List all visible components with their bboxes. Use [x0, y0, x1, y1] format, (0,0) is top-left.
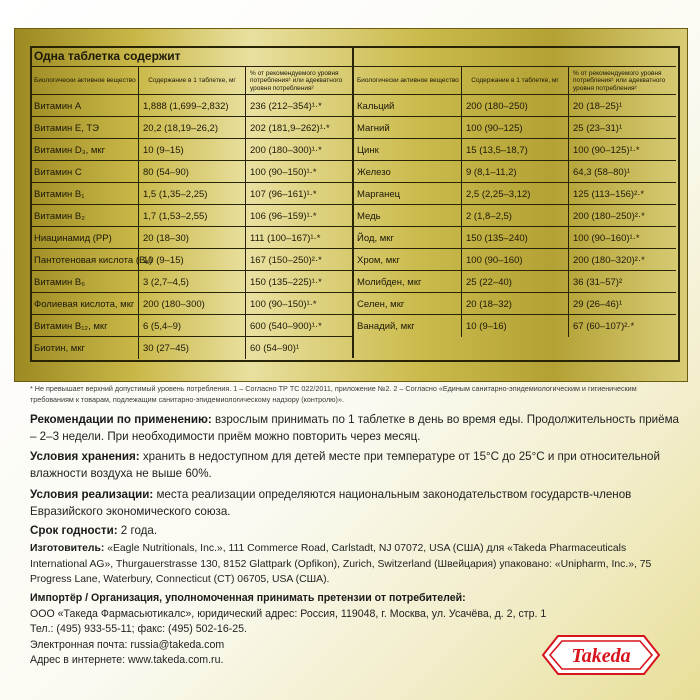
- maker-text: «Eagle Nutritionals, Inc.», 111 Commerce Road, Carlstadt, NJ 07072, USA (США) для «Takeda Pharmaceuticals International AG», Thurgauerstrasse 130, 8152 Glattpark (Opfikon), Zurich, Switzerland (Швейцария) упаковано: «Unipharm, Inc.», 75 Progress Lane, Waterbury, Connecticut (CT) 06705, USA (США).: [30, 543, 652, 585]
- substance-cell: Молибден, мкг: [357, 276, 422, 288]
- substance-cell: Витамин C: [34, 166, 82, 178]
- percent-cell: 125 (113–156)²·*: [568, 183, 676, 205]
- table-header-row: [30, 66, 353, 95]
- manufacturer-paragraph: [30, 541, 680, 588]
- percent-cell: 111 (100–167)¹·*: [245, 227, 353, 249]
- percent-cell: 600 (540–900)¹·*: [245, 315, 353, 337]
- percent-cell: 64,3 (58–80)¹: [568, 161, 676, 183]
- sale-paragraph: [30, 487, 680, 520]
- substance-cell: Биотин, мкг: [34, 342, 85, 354]
- substance-cell: Магний: [357, 122, 390, 134]
- table-left-column: [30, 66, 353, 358]
- substance-cell: Витамин E, TЭ: [34, 122, 99, 134]
- importer-line-address: ООО «Такеда Фармасьютикалс», юридический адрес: Россия, 119048, г. Москва, ул. Усачёва, д. 2, стр. 1: [30, 607, 547, 620]
- table-row: [353, 116, 676, 139]
- table-row: [353, 94, 676, 117]
- content-cell: 10 (9–15): [138, 249, 245, 271]
- table-row: [353, 248, 676, 271]
- shelf-text: 2 года.: [117, 524, 158, 537]
- table-row: [30, 138, 353, 161]
- substance-cell: Железо: [357, 166, 391, 178]
- table-row: [30, 204, 353, 227]
- content-cell: 15 (13,5–18,7): [461, 139, 568, 161]
- content-cell: 100 (90–125): [461, 117, 568, 139]
- percent-cell: 100 (90–160)¹·*: [568, 227, 676, 249]
- percent-cell: 202 (181,9–262)¹·*: [245, 117, 353, 139]
- content-cell: 10 (9–15): [138, 139, 245, 161]
- shelf-life-paragraph: [30, 523, 680, 540]
- content-cell: 1,5 (1,35–2,25): [138, 183, 245, 205]
- content-cell: 30 (27–45): [138, 337, 245, 359]
- substance-cell: Витамин B₆: [34, 276, 86, 288]
- substance-cell: Витамин D₃, мкг: [34, 144, 106, 156]
- table-row: [353, 292, 676, 315]
- content-cell: 80 (54–90): [138, 161, 245, 183]
- content-cell: 20 (18–30): [138, 227, 245, 249]
- substance-cell: Витамин B₁₂, мкг: [34, 320, 108, 332]
- usage-text: взрослым принимать по 1 таблетке в день во время еды. Продолжительность приёма – 2–3 недели. При необходимости приём можно повторить через месяц.: [30, 413, 680, 443]
- content-cell: 20,2 (18,19–26,2): [138, 117, 245, 139]
- header-percent: % от рекомендуемого уровня потребления¹ или адекватного уровня потребления²: [568, 67, 676, 95]
- table-row: [30, 270, 353, 293]
- footnote: * Не превышает верхний допустимый уровень потребления. 1 – Согласно ТР ТС 022/2011, приложение №2. 2 – Согласно «Единым санитарно-эпидемиологическим и гигиеническим требованиям к товарам, подлежащим санитарно-эпидемиологическому надзору (контролю)».: [30, 384, 637, 404]
- table-row: [353, 204, 676, 227]
- content-cell: 200 (180–250): [461, 95, 568, 117]
- table-row: [30, 248, 353, 271]
- substance-cell: Витамин A: [34, 100, 82, 112]
- table-row: [30, 94, 353, 117]
- table-row: [353, 182, 676, 205]
- percent-cell: 200 (180–320)²·*: [568, 249, 676, 271]
- content-cell: 9 (8,1–11,2): [461, 161, 568, 183]
- substance-cell: Цинк: [357, 144, 379, 156]
- storage-text: хранить в недоступном для детей месте при температуре от 15°С до 25°С и при относительной влажности воздуха не выше 60%.: [30, 450, 660, 480]
- content-cell: 1,7 (1,53–2,55): [138, 205, 245, 227]
- svg-text:Takeda: Takeda: [571, 645, 631, 667]
- percent-cell: 67 (60–107)²·*: [568, 315, 676, 337]
- table-row: [353, 226, 676, 249]
- substance-cell: Ниацинамид (PP): [34, 232, 112, 244]
- substance-cell: Марганец: [357, 188, 401, 200]
- substance-cell: Селен, мкг: [357, 298, 405, 310]
- header-content: Содержание в 1 таблетке, мг: [461, 67, 568, 95]
- importer-line-website: Адрес в интернете: www.takeda.com.ru.: [30, 654, 224, 667]
- table-row: [353, 160, 676, 183]
- sale-text: места реализации определяются национальным законодательством государств-членов Евразийского экономического союза.: [30, 488, 632, 518]
- table-row: [353, 270, 676, 293]
- table-right-column: [353, 66, 676, 358]
- percent-cell: 236 (212–354)¹·*: [245, 95, 353, 117]
- usage-label: Рекомендации по применению:: [30, 413, 212, 426]
- content-cell: 10 (9–16): [461, 315, 568, 337]
- content-cell: 3 (2,7–4,5): [138, 271, 245, 293]
- usage-paragraph: [30, 412, 680, 445]
- percent-cell: 200 (180–250)²·*: [568, 205, 676, 227]
- table-row: [353, 138, 676, 161]
- storage-label: Условия хранения:: [30, 450, 140, 463]
- percent-cell: 100 (90–150)¹·*: [245, 161, 353, 183]
- content-cell: 1,888 (1,699–2,832): [138, 95, 245, 117]
- table-row: [30, 182, 353, 205]
- table-row: [30, 160, 353, 183]
- header-content: Содержание в 1 таблетке, мг: [138, 67, 245, 95]
- header-substance: Биологически активное вещество: [357, 77, 459, 85]
- table-row: [353, 314, 676, 337]
- table-row: [30, 336, 353, 359]
- substance-cell: Хром, мкг: [357, 254, 400, 266]
- table-header-row: [353, 66, 676, 95]
- table-row: [30, 226, 353, 249]
- takeda-logo: [540, 632, 662, 678]
- percent-cell: 25 (23–31)¹: [568, 117, 676, 139]
- percent-cell: 107 (96–161)¹·*: [245, 183, 353, 205]
- content-cell: 25 (22–40): [461, 271, 568, 293]
- percent-cell: 29 (26–46)¹: [568, 293, 676, 315]
- percent-cell: 100 (90–125)¹·*: [568, 139, 676, 161]
- percent-cell: 106 (96–159)¹·*: [245, 205, 353, 227]
- content-cell: 2 (1,8–2,5): [461, 205, 568, 227]
- header-percent: % от рекомендуемого уровня потребления¹ или адекватного уровня потребления²: [245, 67, 353, 95]
- substance-cell: Витамин B₂: [34, 210, 85, 222]
- substance-cell: Медь: [357, 210, 381, 222]
- content-cell: 20 (18–32): [461, 293, 568, 315]
- percent-cell: 100 (90–150)¹·*: [245, 293, 353, 315]
- substance-cell: Витамин B₁: [34, 188, 85, 200]
- importer-line-email: Электронная почта: russia@takeda.com: [30, 638, 225, 651]
- percent-cell: 167 (150–250)²·*: [245, 249, 353, 271]
- content-cell: 6 (5,4–9): [138, 315, 245, 337]
- substance-cell: Пантотеновая кислота (B₅): [34, 254, 153, 266]
- storage-paragraph: [30, 449, 680, 482]
- percent-cell: 36 (31–57)²: [568, 271, 676, 293]
- percent-cell: 150 (135–225)¹·*: [245, 271, 353, 293]
- content-cell: 100 (90–160): [461, 249, 568, 271]
- maker-label: Изготовитель:: [30, 543, 105, 554]
- content-cell: 150 (135–240): [461, 227, 568, 249]
- shelf-label: Срок годности:: [30, 524, 118, 537]
- table-title: Одна таблетка содержит: [34, 49, 181, 63]
- table-row: [30, 292, 353, 315]
- importer-line-phone: Тел.: (495) 933-55-11; факс: (495) 502-16-25.: [30, 623, 247, 636]
- header-substance: Биологически активное вещество: [34, 77, 136, 85]
- substance-cell: Ванадий, мкг: [357, 320, 415, 332]
- percent-cell: 200 (180–300)¹·*: [245, 139, 353, 161]
- content-cell: 200 (180–300): [138, 293, 245, 315]
- table-row: [30, 116, 353, 139]
- content-cell: 2,5 (2,25–3,12): [461, 183, 568, 205]
- substance-cell: Йод, мкг: [357, 232, 394, 244]
- percent-cell: 20 (18–25)¹: [568, 95, 676, 117]
- percent-cell: 60 (54–90)¹: [245, 337, 353, 359]
- substance-cell: Кальций: [357, 100, 395, 112]
- table-row: [30, 314, 353, 337]
- sale-label: Условия реализации:: [30, 488, 154, 501]
- importer-label: Импортёр / Организация, уполномоченная принимать претензии от потребителей:: [30, 592, 466, 604]
- substance-cell: Фолиевая кислота, мкг: [34, 298, 135, 310]
